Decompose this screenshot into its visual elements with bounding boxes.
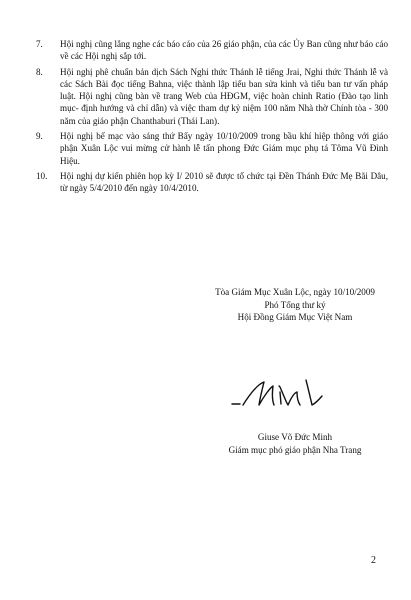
item-number: 10.	[36, 170, 48, 181]
item-text: Hội nghị cũng lắng nghe các báo cáo của 26 giáo phận, của các Ủy Ban cũng như báo cáo về các Hội nghị sắp tới.	[60, 39, 388, 62]
item-number: 7.	[36, 39, 43, 49]
item-number: 9.	[36, 131, 43, 142]
closing-block	[190, 286, 400, 324]
item-text: Hội nghị dự kiến phiên họp kỳ I/ 2010 sẽ được tổ chức tại Đền Thánh Đức Mẹ Bãi Dâu, từ ngày 5/4/2010 đến ngày 10/4/2010.	[60, 170, 388, 194]
item-number: 8.	[36, 66, 43, 77]
handwritten-signature	[228, 374, 328, 414]
list-item	[36, 38, 388, 63]
resolution-list	[36, 38, 388, 198]
list-item	[36, 130, 388, 167]
organization-name: Hội Đồng Giám Mục Việt Nam	[237, 312, 353, 322]
page-number: 2	[371, 555, 376, 566]
signer-block	[200, 431, 390, 456]
item-text: Hội nghị bế mạc vào sáng thứ Bẩy ngày 10/10/2009 trong bầu khí hiệp thông với giáo phận Xuân Lộc vui mừng cử hành lễ tấn phong Đức Giám mục phụ tá Tôma Vũ Đình Hiệu.	[60, 131, 388, 166]
list-item	[36, 66, 388, 127]
list-item	[36, 170, 388, 195]
item-text: Hội nghị phê chuẩn bản dịch Sách Nghi thức Thánh lễ tiếng Jrai, Nghi thức Thánh lễ và các Sách Bài đọc tiếng Bahna, việc thành lập tiểu ban sửa kinh và tiểu ban tư vấn pháp luật. Hội nghị cũng bàn về trang Web của HĐGM, việc hoàn chỉnh Ratio (Đào tạo linh mục- định hướng và chỉ dẫn) và việc tham dự kỷ niệm 100 năm Nhà thờ Chính tòa - 300 năm của giáo phận Chanthaburi (Thái Lan).	[60, 66, 388, 126]
place-date: Tòa Giám Mục Xuân Lộc, ngày 10/10/2009	[215, 287, 375, 297]
signer-role: Phó Tổng thư ký	[264, 299, 326, 310]
signer-name: Giuse Võ Đức Minh	[257, 432, 333, 442]
signer-title: Giám mục phó giáo phận Nha Trang	[228, 444, 362, 455]
